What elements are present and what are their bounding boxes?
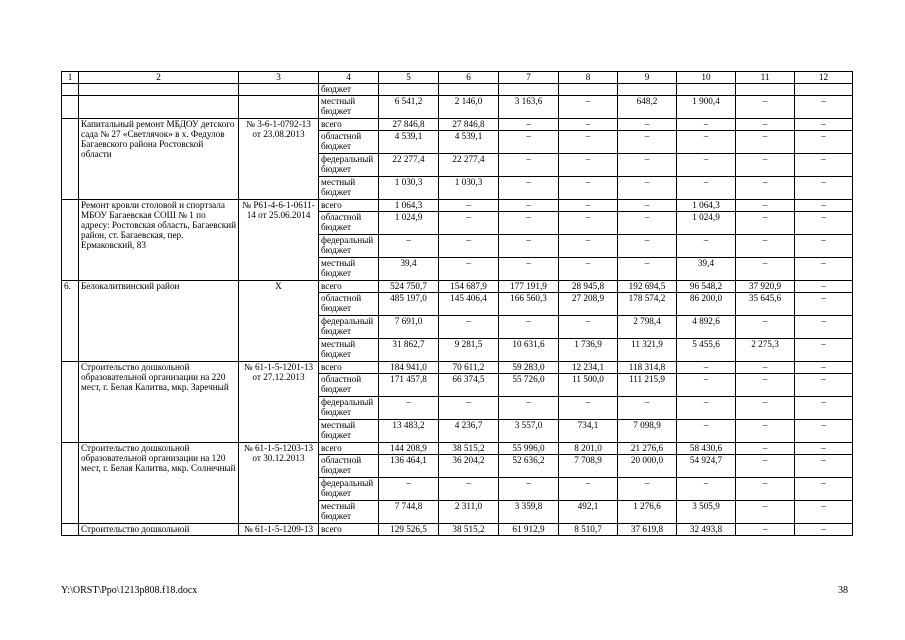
amount-cell: 11 500,0: [559, 374, 618, 397]
amount-cell: 492,1: [559, 501, 618, 524]
amount-cell: –: [795, 119, 853, 131]
amount-cell: –: [618, 258, 677, 281]
amount-cell: 3 163,6: [499, 96, 559, 119]
funding-source: федеральный бюджет: [319, 478, 379, 501]
amount-cell: –: [677, 131, 736, 154]
object-name: Капитальный ремонт МБДОУ детского сада № 27 «Светлячок» в х. Федулов Багаевского района Ростовской области: [79, 119, 239, 200]
header-row: [62, 72, 853, 84]
amount-cell: –: [499, 258, 559, 281]
document-ref: № 61-1-5-1203-13 от 30.12.2013: [239, 443, 319, 524]
amount-cell: 10 631,6: [499, 339, 559, 362]
funding-source: областной бюджет: [319, 374, 379, 397]
amount-cell: 8 201,0: [559, 443, 618, 455]
funding-source: всего: [319, 524, 379, 536]
amount-cell: –: [559, 200, 618, 212]
amount-cell: [677, 84, 736, 96]
amount-cell: 7 691,0: [379, 316, 439, 339]
amount-cell: 1 064,3: [379, 200, 439, 212]
amount-cell: 1 900,4: [677, 96, 736, 119]
amount-cell: –: [795, 316, 853, 339]
amount-cell: 37 619,8: [618, 524, 677, 536]
amount-cell: –: [379, 478, 439, 501]
amount-cell: [499, 84, 559, 96]
funding-source: местный бюджет: [319, 177, 379, 200]
header-cell: 4: [319, 72, 379, 84]
amount-cell: 171 457,8: [379, 374, 439, 397]
row-number: [62, 119, 79, 200]
amount-cell: [618, 84, 677, 96]
amount-cell: –: [559, 154, 618, 177]
amount-cell: 2 311,0: [439, 501, 499, 524]
amount-cell: 52 636,2: [499, 455, 559, 478]
funding-source: областной бюджет: [319, 131, 379, 154]
amount-cell: 27 846,8: [439, 119, 499, 131]
amount-cell: –: [499, 200, 559, 212]
amount-cell: 21 276,6: [618, 443, 677, 455]
table-row: [62, 524, 853, 536]
amount-cell: –: [677, 177, 736, 200]
amount-cell: 4 892,6: [677, 316, 736, 339]
amount-cell: 2 798,4: [618, 316, 677, 339]
funding-source: бюджет: [319, 84, 379, 96]
amount-cell: [559, 84, 618, 96]
amount-cell: 61 912,9: [499, 524, 559, 536]
header-cell: 10: [677, 72, 736, 84]
amount-cell: [439, 84, 499, 96]
header-cell: 1: [62, 72, 79, 84]
amount-cell: –: [677, 374, 736, 397]
amount-cell: 178 574,2: [618, 293, 677, 316]
amount-cell: 59 283,0: [499, 362, 559, 374]
header-cell: 9: [618, 72, 677, 84]
funding-source: всего: [319, 200, 379, 212]
amount-cell: 129 526,5: [379, 524, 439, 536]
amount-cell: –: [795, 212, 853, 235]
funding-source: всего: [319, 362, 379, 374]
amount-cell: –: [736, 131, 795, 154]
amount-cell: –: [618, 200, 677, 212]
amount-cell: –: [736, 374, 795, 397]
amount-cell: –: [736, 96, 795, 119]
amount-cell: –: [559, 397, 618, 420]
amount-cell: –: [499, 212, 559, 235]
amount-cell: 39,4: [379, 258, 439, 281]
funding-source: всего: [319, 443, 379, 455]
amount-cell: –: [559, 478, 618, 501]
amount-cell: 1 024,9: [677, 212, 736, 235]
amount-cell: –: [618, 478, 677, 501]
amount-cell: 1 030,3: [379, 177, 439, 200]
funding-source: местный бюджет: [319, 258, 379, 281]
document-ref: Х: [239, 281, 319, 362]
funding-source: всего: [319, 281, 379, 293]
file-path: Y:\ORST\Ppo\1213p808.f18.docx: [61, 585, 198, 596]
amount-cell: –: [439, 478, 499, 501]
amount-cell: –: [677, 478, 736, 501]
amount-cell: –: [736, 154, 795, 177]
amount-cell: –: [499, 478, 559, 501]
amount-cell: –: [677, 362, 736, 374]
table-row: [62, 84, 853, 96]
amount-cell: 32 493,8: [677, 524, 736, 536]
amount-cell: –: [795, 177, 853, 200]
amount-cell: –: [795, 397, 853, 420]
amount-cell: 2 146,0: [439, 96, 499, 119]
amount-cell: –: [559, 212, 618, 235]
amount-cell: 3 557,0: [499, 420, 559, 443]
amount-cell: 7 744,8: [379, 501, 439, 524]
amount-cell: –: [795, 281, 853, 293]
funding-source: областной бюджет: [319, 293, 379, 316]
amount-cell: –: [736, 420, 795, 443]
amount-cell: 7 708,9: [559, 455, 618, 478]
amount-cell: –: [499, 154, 559, 177]
document-ref: № 3-6-1-0792-13 от 23.08.2013: [239, 119, 319, 200]
amount-cell: [795, 84, 853, 96]
amount-cell: –: [795, 524, 853, 536]
amount-cell: –: [618, 119, 677, 131]
header-cell: 8: [559, 72, 618, 84]
amount-cell: –: [795, 131, 853, 154]
row-number: 6.: [62, 281, 79, 362]
amount-cell: –: [795, 154, 853, 177]
table-row: [62, 362, 853, 374]
document-ref: № 61-1-5-1201-13 от 27.12.2013: [239, 362, 319, 443]
amount-cell: 66 374,5: [439, 374, 499, 397]
amount-cell: 31 862,7: [379, 339, 439, 362]
amount-cell: 184 941,0: [379, 362, 439, 374]
amount-cell: –: [736, 200, 795, 212]
amount-cell: –: [559, 177, 618, 200]
amount-cell: –: [439, 212, 499, 235]
amount-cell: –: [795, 362, 853, 374]
amount-cell: –: [559, 235, 618, 258]
amount-cell: 1 030,3: [439, 177, 499, 200]
amount-cell: –: [618, 177, 677, 200]
amount-cell: –: [736, 478, 795, 501]
amount-cell: 144 208,9: [379, 443, 439, 455]
amount-cell: –: [559, 258, 618, 281]
funding-source: областной бюджет: [319, 212, 379, 235]
amount-cell: –: [795, 339, 853, 362]
amount-cell: 70 611,2: [439, 362, 499, 374]
amount-cell: –: [736, 316, 795, 339]
amount-cell: [736, 84, 795, 96]
amount-cell: 136 464,1: [379, 455, 439, 478]
amount-cell: 36 204,2: [439, 455, 499, 478]
amount-cell: –: [439, 200, 499, 212]
amount-cell: –: [439, 258, 499, 281]
amount-cell: –: [677, 397, 736, 420]
amount-cell: 648,2: [618, 96, 677, 119]
amount-cell: 28 945,8: [559, 281, 618, 293]
amount-cell: –: [379, 397, 439, 420]
amount-cell: 55 996,0: [499, 443, 559, 455]
amount-cell: 154 687,9: [439, 281, 499, 293]
amount-cell: –: [618, 131, 677, 154]
amount-cell: 177 191,9: [499, 281, 559, 293]
row-number: [62, 362, 79, 443]
amount-cell: –: [736, 258, 795, 281]
header-cell: 3: [239, 72, 319, 84]
funding-source: федеральный бюджет: [319, 235, 379, 258]
amount-cell: –: [736, 235, 795, 258]
amount-cell: [379, 84, 439, 96]
amount-cell: 111 215,9: [618, 374, 677, 397]
amount-cell: –: [499, 177, 559, 200]
amount-cell: –: [736, 177, 795, 200]
amount-cell: 4 539,1: [439, 131, 499, 154]
amount-cell: –: [499, 316, 559, 339]
amount-cell: –: [677, 119, 736, 131]
amount-cell: –: [736, 119, 795, 131]
amount-cell: –: [439, 397, 499, 420]
amount-cell: 11 321,9: [618, 339, 677, 362]
amount-cell: –: [795, 374, 853, 397]
header-cell: 12: [795, 72, 853, 84]
amount-cell: –: [736, 212, 795, 235]
amount-cell: 35 645,6: [736, 293, 795, 316]
amount-cell: 4 236,7: [439, 420, 499, 443]
amount-cell: –: [559, 96, 618, 119]
amount-cell: 22 277,4: [439, 154, 499, 177]
amount-cell: 86 200,0: [677, 293, 736, 316]
table-row: [62, 281, 853, 293]
row-number: [62, 84, 79, 96]
amount-cell: 37 920,9: [736, 281, 795, 293]
funding-source: местный бюджет: [319, 501, 379, 524]
amount-cell: –: [379, 235, 439, 258]
document-ref: № 61-1-5-1209-13: [239, 524, 319, 536]
amount-cell: 7 098,9: [618, 420, 677, 443]
amount-cell: –: [795, 443, 853, 455]
amount-cell: –: [795, 293, 853, 316]
funding-source: местный бюджет: [319, 339, 379, 362]
amount-cell: 1 736,9: [559, 339, 618, 362]
page-number: 38: [838, 585, 848, 596]
budget-table: [61, 71, 853, 536]
object-name: Строительство дошкольной образовательной организации на 120 мест, г. Белая Калитва, мкр. Солнечный: [79, 443, 239, 524]
amount-cell: 1 024,9: [379, 212, 439, 235]
amount-cell: 20 000,0: [618, 455, 677, 478]
amount-cell: 3 505,9: [677, 501, 736, 524]
row-number: [62, 96, 79, 119]
document-ref: [239, 96, 319, 119]
amount-cell: –: [736, 443, 795, 455]
amount-cell: –: [559, 119, 618, 131]
amount-cell: 38 515,2: [439, 524, 499, 536]
object-name: [79, 84, 239, 96]
table-row: [62, 96, 853, 119]
amount-cell: –: [439, 316, 499, 339]
table-row: [62, 200, 853, 212]
header-cell: 5: [379, 72, 439, 84]
header-cell: 11: [736, 72, 795, 84]
amount-cell: 192 694,5: [618, 281, 677, 293]
amount-cell: –: [795, 96, 853, 119]
funding-source: всего: [319, 119, 379, 131]
amount-cell: 1 064,3: [677, 200, 736, 212]
object-name: Ремонт кровли столовой и спортзала МБОУ Багаевская СОШ № 1 по адресу: Ростовская область, Багаевский район, ст. Багаевская, пер. Ермаковский, 83: [79, 200, 239, 281]
amount-cell: –: [677, 154, 736, 177]
amount-cell: 55 726,0: [499, 374, 559, 397]
amount-cell: 12 234,1: [559, 362, 618, 374]
amount-cell: 27 208,9: [559, 293, 618, 316]
amount-cell: 38 515,2: [439, 443, 499, 455]
amount-cell: –: [736, 524, 795, 536]
amount-cell: 39,4: [677, 258, 736, 281]
amount-cell: 58 430,6: [677, 443, 736, 455]
amount-cell: 166 560,3: [499, 293, 559, 316]
amount-cell: 2 275,3: [736, 339, 795, 362]
funding-source: местный бюджет: [319, 420, 379, 443]
document-ref: № Р61-4-6-1-0611-14 от 25.06.2014: [239, 200, 319, 281]
amount-cell: –: [736, 455, 795, 478]
amount-cell: –: [795, 200, 853, 212]
funding-source: местный бюджет: [319, 96, 379, 119]
amount-cell: 1 276,6: [618, 501, 677, 524]
funding-source: областной бюджет: [319, 455, 379, 478]
amount-cell: 8 510,7: [559, 524, 618, 536]
amount-cell: 9 281,5: [439, 339, 499, 362]
amount-cell: –: [618, 397, 677, 420]
header-cell: 7: [499, 72, 559, 84]
amount-cell: –: [795, 235, 853, 258]
amount-cell: –: [736, 397, 795, 420]
amount-cell: 118 314,8: [618, 362, 677, 374]
amount-cell: –: [499, 131, 559, 154]
table-row: [62, 119, 853, 131]
amount-cell: –: [677, 235, 736, 258]
amount-cell: 22 277,4: [379, 154, 439, 177]
amount-cell: 145 406,4: [439, 293, 499, 316]
document-ref: [239, 84, 319, 96]
amount-cell: –: [795, 258, 853, 281]
amount-cell: –: [736, 501, 795, 524]
amount-cell: 54 924,7: [677, 455, 736, 478]
amount-cell: –: [559, 131, 618, 154]
header-cell: 2: [79, 72, 239, 84]
amount-cell: –: [439, 235, 499, 258]
funding-source: федеральный бюджет: [319, 316, 379, 339]
amount-cell: 485 197,0: [379, 293, 439, 316]
object-name: Строительство дошкольной: [79, 524, 239, 536]
funding-source: федеральный бюджет: [319, 397, 379, 420]
header-cell: 6: [439, 72, 499, 84]
amount-cell: –: [559, 316, 618, 339]
amount-cell: –: [499, 119, 559, 131]
amount-cell: –: [795, 501, 853, 524]
amount-cell: –: [618, 235, 677, 258]
object-name: [79, 96, 239, 119]
object-name: Белокалитвинский район: [79, 281, 239, 362]
amount-cell: –: [736, 362, 795, 374]
row-number: [62, 524, 79, 536]
amount-cell: 524 750,7: [379, 281, 439, 293]
amount-cell: –: [795, 478, 853, 501]
amount-cell: –: [499, 235, 559, 258]
amount-cell: –: [618, 212, 677, 235]
amount-cell: –: [795, 455, 853, 478]
amount-cell: 27 846,8: [379, 119, 439, 131]
amount-cell: 13 483,2: [379, 420, 439, 443]
amount-cell: 734,1: [559, 420, 618, 443]
amount-cell: 6 541,2: [379, 96, 439, 119]
amount-cell: 5 455,6: [677, 339, 736, 362]
amount-cell: –: [795, 420, 853, 443]
amount-cell: 4 539,1: [379, 131, 439, 154]
amount-cell: –: [618, 154, 677, 177]
funding-source: федеральный бюджет: [319, 154, 379, 177]
amount-cell: 3 359,8: [499, 501, 559, 524]
row-number: [62, 443, 79, 524]
amount-cell: –: [499, 397, 559, 420]
object-name: Строительство дошкольной образовательной организации на 220 мест, г. Белая Калитва, мкр. Заречный: [79, 362, 239, 443]
table-row: [62, 443, 853, 455]
amount-cell: 96 548,2: [677, 281, 736, 293]
amount-cell: –: [677, 420, 736, 443]
row-number: [62, 200, 79, 281]
